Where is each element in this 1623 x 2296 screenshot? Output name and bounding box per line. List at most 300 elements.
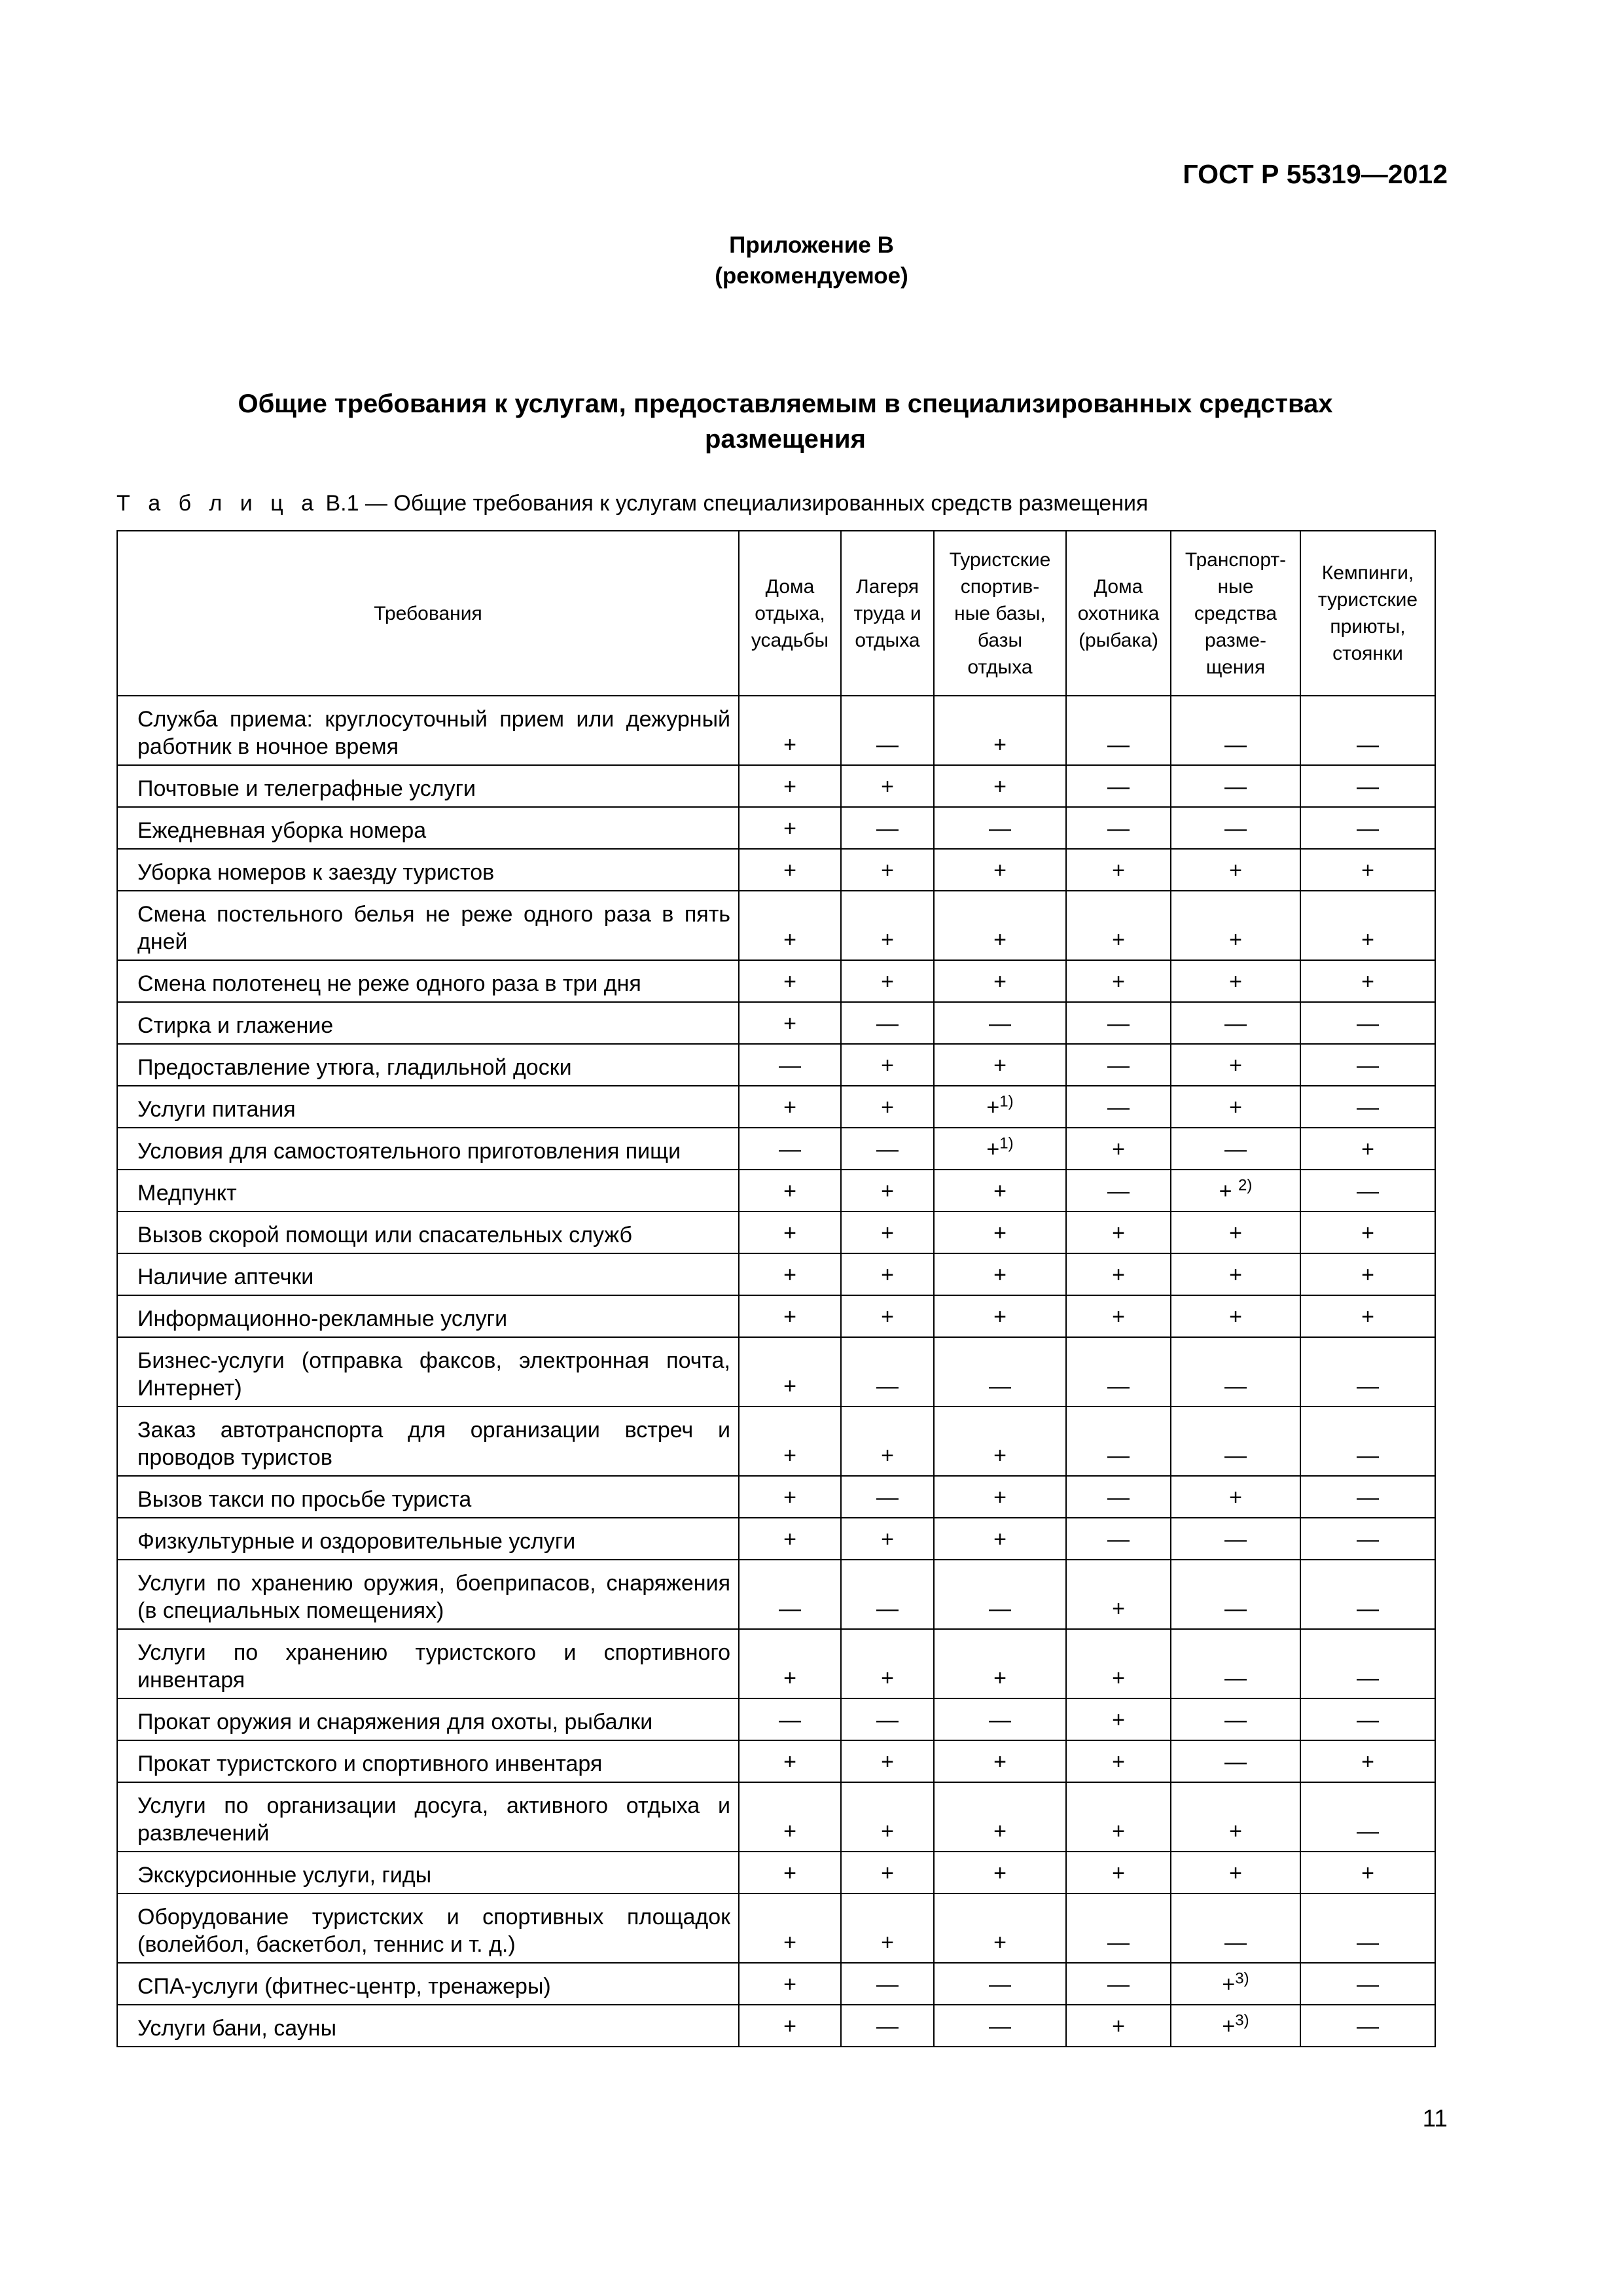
dash-mark: — — [1107, 732, 1130, 757]
header-line: Кемпинги, — [1321, 562, 1414, 584]
mark-cell — [1300, 1852, 1435, 1893]
mark-cell — [934, 1698, 1066, 1740]
requirement-cell: СПА-услуги (фитнес-центр, тренажеры) — [117, 1963, 739, 2005]
dash-mark: — — [1224, 1137, 1247, 1162]
dash-mark: — — [1107, 1443, 1130, 1468]
mark-cell — [1066, 1253, 1171, 1295]
header-column-5 — [1171, 531, 1300, 696]
plus-mark: + — [993, 1263, 1007, 1287]
plus-mark: + — [881, 774, 894, 799]
dash-mark: — — [1357, 774, 1379, 799]
requirement-cell: Услуги питания — [117, 1086, 739, 1128]
plus-mark: + — [1229, 1485, 1242, 1510]
header-line: ные — [1217, 575, 1254, 598]
mark-cell — [841, 1852, 934, 1893]
mark-cell — [1066, 1740, 1171, 1782]
footnote-ref: 2) — [1238, 1176, 1253, 1194]
mark-cell — [934, 1560, 1066, 1629]
plus-mark: + — [993, 1304, 1007, 1329]
plus-mark: + — [783, 1011, 796, 1036]
mark-cell — [739, 1211, 841, 1253]
plus-mark: + — [1229, 1053, 1242, 1078]
mark-cell — [1171, 1407, 1300, 1476]
mark-cell — [934, 1044, 1066, 1086]
mark-cell — [739, 1002, 841, 1044]
mark-cell — [1300, 1211, 1435, 1253]
dash-mark: — — [1224, 1708, 1247, 1732]
mark-cell — [739, 765, 841, 807]
dash-mark: — — [1107, 1972, 1130, 1997]
plus-mark: + — [1229, 1263, 1242, 1287]
mark-cell — [1066, 807, 1171, 849]
requirement-cell: Стирка и глажение — [117, 1002, 739, 1044]
mark-cell — [1171, 849, 1300, 891]
mark-cell — [1300, 765, 1435, 807]
section-heading — [131, 386, 1440, 457]
dash-mark: — — [1224, 1666, 1247, 1691]
dash-mark: — — [876, 1708, 899, 1732]
table-row — [117, 1963, 1435, 2005]
plus-mark: + — [1361, 858, 1374, 883]
plus-mark: + — [783, 858, 796, 883]
mark-cell — [1171, 1518, 1300, 1560]
table-row — [117, 960, 1435, 1002]
mark-cell — [934, 1337, 1066, 1407]
dash-mark: — — [1107, 1527, 1130, 1552]
dash-mark: — — [1357, 1972, 1379, 1997]
mark-cell — [1300, 696, 1435, 765]
mark-cell — [1171, 1560, 1300, 1629]
dash-mark: — — [1107, 1053, 1130, 1078]
dash-mark: — — [1357, 1666, 1379, 1691]
plus-mark: + — [881, 1053, 894, 1078]
requirement-cell: Смена полотенец не реже одного раза в три дня — [117, 960, 739, 1002]
mark-cell — [739, 1852, 841, 1893]
dash-mark: — — [989, 1708, 1011, 1732]
mark-cell — [1066, 1629, 1171, 1698]
mark-cell — [1300, 1128, 1435, 1170]
mark-cell — [739, 1086, 841, 1128]
dash-mark: — — [1224, 1011, 1247, 1036]
plus-mark: + — [783, 969, 796, 994]
mark-cell — [739, 1337, 841, 1407]
header-line: разме- — [1204, 629, 1267, 651]
mark-cell — [1171, 765, 1300, 807]
mark-cell — [1066, 1407, 1171, 1476]
plus-mark: + — [1112, 1304, 1125, 1329]
plus-mark: + — [993, 858, 1007, 883]
footnote-ref: 3) — [1235, 2011, 1249, 2030]
mark-cell — [1171, 1044, 1300, 1086]
table-row — [117, 1560, 1435, 1629]
table-row — [117, 1170, 1435, 1211]
dash-mark: — — [876, 1137, 899, 1162]
plus-mark: + — [783, 2014, 796, 2039]
mark-cell — [1171, 1211, 1300, 1253]
mark-cell — [1171, 1086, 1300, 1128]
mark-cell — [934, 765, 1066, 807]
table-caption-text: В.1 — Общие требования к услугам специализированных средств размещения — [325, 491, 1149, 516]
dash-mark: — — [1224, 1930, 1247, 1955]
mark-cell — [1066, 960, 1171, 1002]
dash-mark: — — [989, 2014, 1011, 2039]
plus-mark: + — [993, 1819, 1007, 1844]
mark-cell — [739, 1044, 841, 1086]
table-caption — [116, 491, 1148, 516]
plus-mark: + — [993, 1053, 1007, 1078]
requirement-cell: Информационно-рекламные услуги — [117, 1295, 739, 1337]
requirement-cell: Медпункт — [117, 1170, 739, 1211]
mark-cell — [841, 1963, 934, 2005]
appendix-status: (рекомендуемое) — [715, 263, 908, 289]
mark-cell — [739, 1128, 841, 1170]
dash-mark: — — [1224, 1596, 1247, 1621]
plus-mark: + — [783, 1666, 796, 1691]
plus-mark: + — [783, 1972, 796, 1997]
table-header-row — [117, 531, 1435, 696]
mark-cell — [1171, 1002, 1300, 1044]
mark-cell — [934, 891, 1066, 960]
plus-mark: + — [881, 1095, 894, 1120]
plus-mark: + — [986, 1137, 1000, 1162]
plus-mark: + — [1112, 927, 1125, 952]
header-line: охотника — [1077, 602, 1160, 624]
plus-mark: + — [783, 1095, 796, 1120]
mark-cell — [1300, 1698, 1435, 1740]
plus-mark: + — [881, 1443, 894, 1468]
dash-mark: — — [1357, 1527, 1379, 1552]
mark-cell — [739, 1476, 841, 1518]
plus-mark: + — [1222, 2014, 1236, 2039]
mark-cell — [934, 1295, 1066, 1337]
mark-cell — [1300, 1002, 1435, 1044]
mark-cell — [1171, 1963, 1300, 2005]
section-heading-line2: размещения — [705, 425, 866, 454]
plus-mark: + — [1112, 1137, 1125, 1162]
plus-mark: + — [1112, 1221, 1125, 1246]
header-line: щения — [1205, 656, 1266, 678]
mark-cell — [934, 1782, 1066, 1852]
dash-mark: — — [779, 1596, 801, 1621]
mark-cell — [841, 765, 934, 807]
mark-cell — [1066, 1518, 1171, 1560]
dash-mark: — — [779, 1137, 801, 1162]
mark-cell — [934, 2005, 1066, 2047]
dash-mark: — — [876, 816, 899, 841]
table-row — [117, 696, 1435, 765]
plus-mark: + — [1112, 1263, 1125, 1287]
mark-cell — [934, 1476, 1066, 1518]
table-row — [117, 1407, 1435, 1476]
table-row — [117, 1211, 1435, 1253]
mark-cell — [739, 1893, 841, 1963]
header-column-1 — [739, 531, 841, 696]
table-caption-label: Т а б л и ц а — [116, 491, 320, 516]
dash-mark: — — [1357, 1011, 1379, 1036]
plus-mark: + — [993, 774, 1007, 799]
dash-mark: — — [989, 1596, 1011, 1621]
mark-cell — [1300, 1044, 1435, 1086]
dash-mark: — — [779, 1708, 801, 1732]
mark-cell — [1300, 2005, 1435, 2047]
plus-mark: + — [1361, 1137, 1374, 1162]
header-line: труда и — [853, 602, 921, 624]
plus-mark: + — [881, 1304, 894, 1329]
plus-mark: + — [881, 969, 894, 994]
mark-cell — [934, 1852, 1066, 1893]
dash-mark: — — [876, 2014, 899, 2039]
requirement-cell: Ежедневная уборка номера — [117, 807, 739, 849]
plus-mark: + — [1361, 1304, 1374, 1329]
plus-mark: + — [1229, 969, 1242, 994]
mark-cell — [1066, 1852, 1171, 1893]
plus-mark: + — [993, 732, 1007, 757]
plus-mark: + — [1222, 1972, 1236, 1997]
plus-mark: + — [881, 1179, 894, 1204]
mark-cell — [841, 1893, 934, 1963]
plus-mark: + — [1229, 1095, 1242, 1120]
header-line: Лагеря — [856, 575, 919, 598]
mark-cell — [1300, 1295, 1435, 1337]
footnote-ref: 3) — [1235, 1969, 1249, 1988]
mark-cell — [1066, 1170, 1171, 1211]
plus-mark: + — [1112, 1861, 1125, 1886]
mark-cell — [739, 1963, 841, 2005]
requirement-cell: Уборка номеров к заезду туристов — [117, 849, 739, 891]
header-line: Дома — [765, 575, 815, 598]
dash-mark: — — [1107, 1011, 1130, 1036]
mark-cell — [1171, 891, 1300, 960]
plus-mark: + — [881, 1749, 894, 1774]
requirement-cell: Почтовые и телеграфные услуги — [117, 765, 739, 807]
plus-mark: + — [1112, 1596, 1125, 1621]
dash-mark: — — [1357, 732, 1379, 757]
plus-mark: + — [783, 1221, 796, 1246]
dash-mark: — — [1224, 1527, 1247, 1552]
plus-mark: + — [783, 1819, 796, 1844]
table-row — [117, 891, 1435, 960]
table-row — [117, 1893, 1435, 1963]
document-code: ГОСТ Р 55319—2012 — [1183, 159, 1448, 189]
plus-mark: + — [881, 1930, 894, 1955]
mark-cell — [739, 1782, 841, 1852]
mark-cell — [1300, 1782, 1435, 1852]
dash-mark: — — [876, 1972, 899, 1997]
mark-cell — [739, 696, 841, 765]
plus-mark: + — [783, 732, 796, 757]
mark-cell — [841, 1044, 934, 1086]
plus-mark: + — [1112, 858, 1125, 883]
mark-cell — [739, 1253, 841, 1295]
header-line: усадьбы — [751, 629, 829, 651]
mark-cell — [1171, 696, 1300, 765]
dash-mark: — — [1357, 1374, 1379, 1399]
dash-mark: — — [1107, 1930, 1130, 1955]
mark-cell — [739, 2005, 841, 2047]
mark-cell — [1171, 1253, 1300, 1295]
header-line: Дома — [1094, 575, 1143, 598]
mark-cell — [841, 891, 934, 960]
mark-cell — [1066, 1698, 1171, 1740]
dash-mark: — — [1107, 1485, 1130, 1510]
mark-cell — [1300, 1963, 1435, 2005]
mark-cell — [739, 807, 841, 849]
plus-mark: + — [881, 1221, 894, 1246]
plus-mark: + — [881, 1527, 894, 1552]
mark-cell — [841, 696, 934, 765]
dash-mark: — — [989, 1011, 1011, 1036]
plus-mark: + — [783, 1527, 796, 1552]
mark-cell — [934, 1002, 1066, 1044]
mark-cell — [841, 1253, 934, 1295]
mark-cell — [1300, 1337, 1435, 1407]
requirement-cell: Смена постельного белья не реже одного раза в пять дней — [117, 891, 739, 960]
mark-cell — [1171, 960, 1300, 1002]
mark-cell — [1171, 807, 1300, 849]
plus-mark: + — [993, 1930, 1007, 1955]
plus-mark: + — [1361, 927, 1374, 952]
plus-mark: + — [783, 1304, 796, 1329]
mark-cell — [739, 1407, 841, 1476]
mark-cell — [841, 1086, 934, 1128]
mark-cell — [841, 1629, 934, 1698]
mark-cell — [934, 1893, 1066, 1963]
mark-cell — [739, 1698, 841, 1740]
plus-mark: + — [993, 1485, 1007, 1510]
mark-cell — [1066, 696, 1171, 765]
mark-cell — [1066, 1893, 1171, 1963]
header-column-3 — [934, 531, 1066, 696]
table-row — [117, 1698, 1435, 1740]
mark-cell — [841, 1128, 934, 1170]
mark-cell — [739, 1740, 841, 1782]
requirement-cell: Оборудование туристских и спортивных площадок (волейбол, баскетбол, теннис и т. д.) — [117, 1893, 739, 1963]
dash-mark: — — [1357, 1930, 1379, 1955]
plus-mark: + — [1112, 969, 1125, 994]
plus-mark: + — [1229, 1221, 1242, 1246]
table-row — [117, 1518, 1435, 1560]
dash-mark: — — [1357, 2014, 1379, 2039]
plus-mark: + — [881, 1819, 894, 1844]
table-row — [117, 1295, 1435, 1337]
mark-cell — [841, 1295, 934, 1337]
plus-mark: + — [881, 858, 894, 883]
header-line: Туристские — [949, 548, 1051, 571]
plus-mark: + — [1361, 1861, 1374, 1886]
plus-mark: + — [783, 1374, 796, 1399]
mark-cell — [841, 960, 934, 1002]
requirement-cell: Прокат оружия и снаряжения для охоты, рыбалки — [117, 1698, 739, 1740]
plus-mark: + — [993, 1666, 1007, 1691]
dash-mark: — — [1107, 1095, 1130, 1120]
mark-cell — [1300, 849, 1435, 891]
mark-cell — [1300, 1629, 1435, 1698]
mark-cell — [1066, 1295, 1171, 1337]
mark-cell — [1066, 2005, 1171, 2047]
dash-mark: — — [1357, 1443, 1379, 1468]
table-row — [117, 1044, 1435, 1086]
plus-mark: + — [783, 927, 796, 952]
plus-mark: + — [881, 1263, 894, 1287]
requirement-cell: Услуги по хранению оружия, боеприпасов, снаряжения (в специальных помещениях) — [117, 1560, 739, 1629]
requirement-cell: Наличие аптечки — [117, 1253, 739, 1295]
table-row — [117, 1128, 1435, 1170]
mark-cell — [1300, 1740, 1435, 1782]
appendix-title: Приложение В — [729, 232, 894, 258]
mark-cell — [1300, 1253, 1435, 1295]
requirement-cell: Экскурсионные услуги, гиды — [117, 1852, 739, 1893]
dash-mark: — — [876, 1596, 899, 1621]
mark-cell — [1171, 1170, 1300, 1211]
plus-mark: + — [1112, 1666, 1125, 1691]
dash-mark: — — [1224, 1749, 1247, 1774]
table-row — [117, 1002, 1435, 1044]
plus-mark: + — [783, 1861, 796, 1886]
dash-mark: — — [1224, 1443, 1247, 1468]
table-row — [117, 1740, 1435, 1782]
dash-mark: — — [1357, 816, 1379, 841]
requirement-cell: Прокат туристского и спортивного инвентаря — [117, 1740, 739, 1782]
plus-mark: + — [1361, 969, 1374, 994]
header-requirements — [117, 531, 739, 696]
mark-cell — [1171, 1337, 1300, 1407]
footnote-ref: 1) — [999, 1134, 1014, 1153]
mark-cell — [1171, 1740, 1300, 1782]
plus-mark: + — [1361, 1749, 1374, 1774]
mark-cell — [1300, 1170, 1435, 1211]
mark-cell — [739, 1170, 841, 1211]
table-row — [117, 1337, 1435, 1407]
mark-cell — [1066, 1128, 1171, 1170]
header-column-2 — [841, 531, 934, 696]
dash-mark: — — [779, 1053, 801, 1078]
plus-mark: + — [783, 1263, 796, 1287]
dash-mark: — — [1224, 732, 1247, 757]
table-row — [117, 1782, 1435, 1852]
plus-mark: + — [1112, 1749, 1125, 1774]
mark-cell — [1300, 1407, 1435, 1476]
mark-cell — [934, 1086, 1066, 1128]
requirement-cell: Услуги по организации досуга, активного отдыха и развлечений — [117, 1782, 739, 1852]
table-row — [117, 2005, 1435, 2047]
mark-cell — [1300, 891, 1435, 960]
dash-mark: — — [1107, 774, 1130, 799]
mark-cell — [934, 1518, 1066, 1560]
mark-cell — [1300, 1560, 1435, 1629]
mark-cell — [1300, 1518, 1435, 1560]
mark-cell — [934, 1211, 1066, 1253]
mark-cell — [1066, 1560, 1171, 1629]
plus-mark: + — [783, 774, 796, 799]
mark-cell — [1066, 1963, 1171, 2005]
mark-cell — [841, 1211, 934, 1253]
mark-cell — [841, 1782, 934, 1852]
mark-cell — [1066, 1337, 1171, 1407]
dash-mark: — — [1357, 1095, 1379, 1120]
plus-mark: + — [1112, 2014, 1125, 2039]
footnote-ref: 1) — [999, 1092, 1014, 1111]
header-column-6 — [1300, 531, 1435, 696]
header-line: спортив- — [960, 575, 1040, 598]
page-number: 11 — [1422, 2105, 1448, 2132]
plus-mark: + — [993, 1527, 1007, 1552]
plus-mark: + — [1229, 927, 1242, 952]
mark-cell — [934, 1629, 1066, 1698]
mark-cell — [934, 696, 1066, 765]
mark-cell — [841, 1698, 934, 1740]
mark-cell — [1066, 1782, 1171, 1852]
mark-cell — [1171, 1893, 1300, 1963]
